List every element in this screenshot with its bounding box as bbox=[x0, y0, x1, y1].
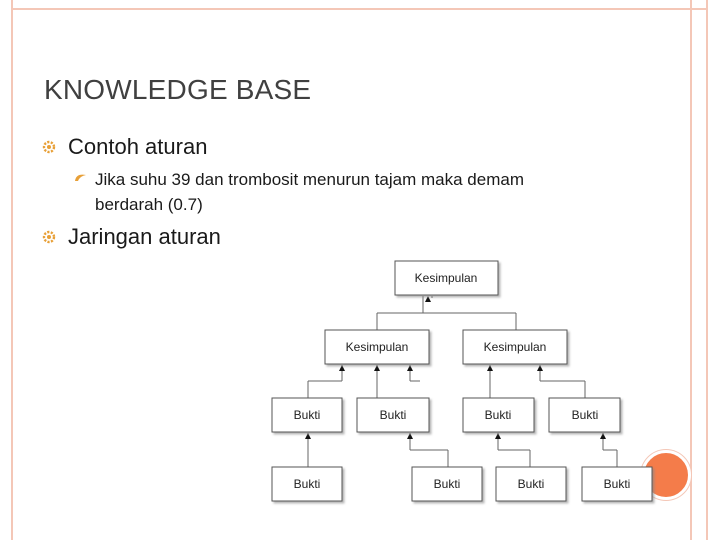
node-label: Bukti bbox=[379, 408, 407, 422]
bullet-text: Jaringan aturan bbox=[68, 224, 221, 249]
node-label: Kesimpulan bbox=[414, 271, 478, 285]
node-label: Bukti bbox=[293, 408, 321, 422]
node-label: Bukti bbox=[433, 477, 461, 491]
node-label: Bukti bbox=[571, 408, 599, 422]
node-bukti-r4-4 bbox=[582, 467, 652, 501]
node-bukti-r3-2 bbox=[357, 398, 429, 432]
node-bukti-r4-3 bbox=[496, 467, 566, 501]
node-kesimpulan-top bbox=[395, 261, 498, 295]
node-label: Bukti bbox=[517, 477, 545, 491]
node-label: Bukti bbox=[603, 477, 631, 491]
node-label: Bukti bbox=[484, 408, 512, 422]
bullet-text: Contoh aturan bbox=[68, 134, 208, 159]
node-label: Bukti bbox=[293, 477, 321, 491]
node-kesimpulan-left bbox=[325, 330, 429, 364]
node-bukti-r4-2 bbox=[412, 467, 482, 501]
node-bukti-r3-3 bbox=[463, 398, 534, 432]
connector-lines bbox=[308, 296, 617, 468]
node-bukti-r3-1 bbox=[272, 398, 342, 432]
node-bukti-r3-4 bbox=[549, 398, 620, 432]
node-label: Kesimpulan bbox=[345, 340, 409, 354]
node-bukti-r4-1 bbox=[272, 467, 342, 501]
slide-title: KNOWLEDGE BASE bbox=[44, 74, 312, 105]
node-kesimpulan-right bbox=[463, 330, 567, 364]
sub-bullet-text: Jika suhu 39 dan trombosit menurun tajam maka demam berdarah (0.7) bbox=[95, 170, 524, 214]
node-label: Kesimpulan bbox=[483, 340, 547, 354]
